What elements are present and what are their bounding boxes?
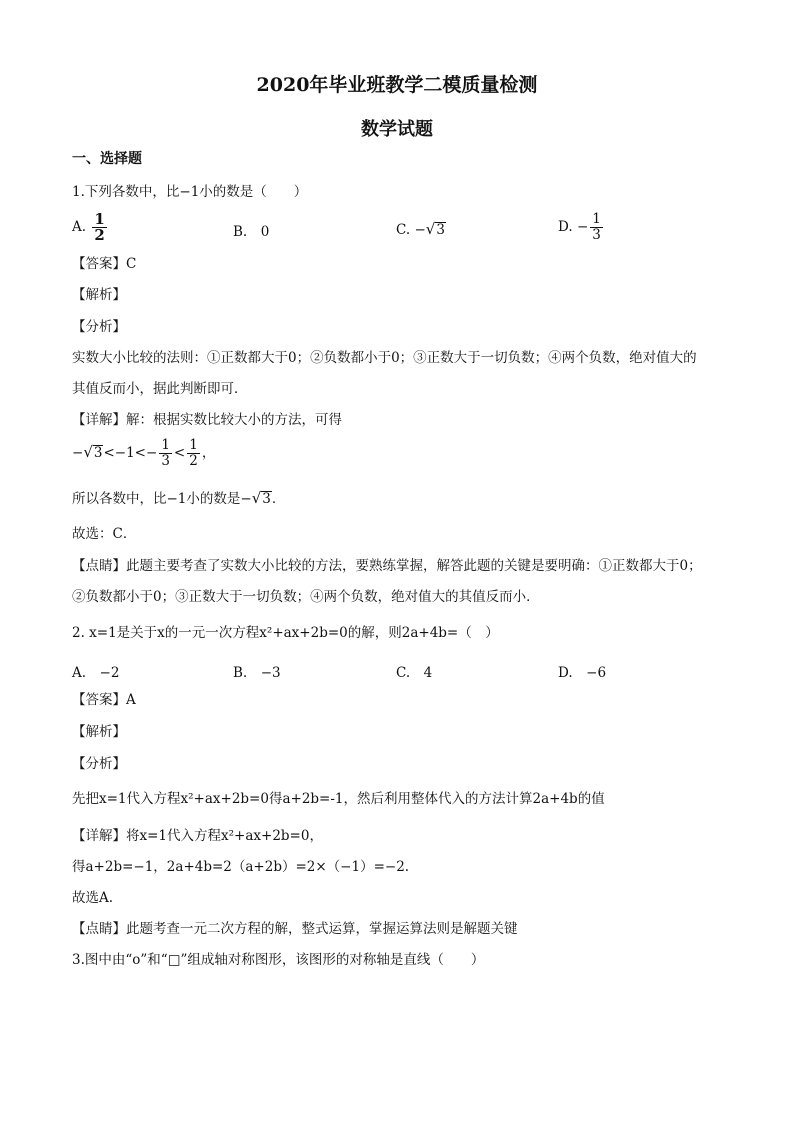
q1-option-a-denominator: 2 (94, 226, 105, 244)
q1-option-b: B. 0 (233, 224, 270, 240)
q1-option-d-numerator: 1 (592, 211, 601, 227)
q1-ineq-end: ， (201, 445, 216, 461)
radical-sign-icon: √ (83, 443, 93, 461)
q2-jiexi: 【解析】 (72, 724, 126, 740)
q1-choose: 故选：C． (72, 526, 137, 542)
q2-choose: 故选A. (72, 890, 114, 906)
q1-option-a-numerator: 1 (94, 210, 105, 228)
q1-stem: 1.下列各数中，比−1小的数是（ ） (72, 184, 308, 200)
q1-option-c-radicand: 3 (436, 222, 445, 238)
q1-analysis-line1: 实数大小比较的法则：①正数都大于0；②负数都小于0；③正数大于一切负数；④两个负数，绝对值大的 (72, 350, 697, 366)
q1-comment-line2: ②负数都小于0；③正数大于一切负数；④两个负数，绝对值大的其值反而小． (72, 589, 540, 605)
q2-answer: 【答案】A (72, 692, 136, 708)
radical-sign-icon: √ (425, 220, 436, 238)
radical-sign-icon: √ (251, 489, 262, 507)
q2-comment: 【点睛】此题考查一元二次方程的解，整式运算，掌握运算法则是解题关键 (72, 921, 518, 937)
q1-option-d-label: D. (558, 219, 573, 235)
q2-option-b: B. −3 (233, 665, 281, 681)
q1-ineq-part-b: <−1<− (103, 445, 158, 461)
q1-analysis-line2: 其值反而小，据此判断即可． (72, 381, 248, 397)
q1-concl-radicand: 3 (262, 491, 271, 507)
q1-option-c-label: C. (396, 222, 411, 238)
section-heading: 一、选择题 (72, 151, 142, 167)
q1-option-a (72, 212, 109, 243)
q1-concl-end: ． (271, 491, 286, 507)
q2-detail-line1: 【详解】将x=1代入方程x²+ax+2b=0， (72, 828, 323, 844)
q3-stem: 3.图中由“o”和“□”组成轴对称图形，该图形的对称轴是直线（ ） (72, 952, 485, 968)
q1-option-d-minus: − (576, 219, 589, 235)
q1-option-d-fraction (590, 212, 603, 243)
q2-option-c: C. 4 (396, 665, 433, 681)
q2-stem: 2. x=1是关于x的一元一次方程x²+ax+2b=0的解，则2a+4b=（ ） (72, 625, 499, 641)
q1-ineq-fraction-1 (159, 438, 172, 469)
q1-ineq-minus: − (72, 445, 84, 461)
page-title: 2020年毕业班教学二模质量检测 (256, 74, 538, 96)
q1-concl-text: 所以各数中，比−1小的数是− (72, 491, 252, 507)
q1-ineq-part-c: < (173, 445, 186, 461)
q2-fenxi: 【分析】 (72, 756, 126, 772)
q1-option-d (558, 212, 605, 243)
q2-option-d: D. −6 (558, 665, 607, 681)
q1-detail: 【详解】解：根据实数比较大小的方法，可得 (72, 412, 342, 428)
q1-ineq-radicand: 3 (93, 445, 103, 461)
q1-inequality (72, 438, 215, 469)
q1-option-d-denominator: 3 (592, 227, 601, 243)
q1-answer: 【答案】C (72, 256, 137, 272)
q1-option-a-label: A. (72, 219, 87, 235)
q1-ineq-den-1: 3 (161, 453, 170, 469)
q1-jiexi: 【解析】 (72, 287, 126, 303)
q2-detail-line2: 得a+2b=−1，2a+4b=2（a+2b）=2×（−1）=−2. (72, 859, 410, 875)
q1-ineq-den-2: 2 (189, 453, 198, 469)
q1-option-c (396, 220, 446, 238)
q2-option-a: A. −2 (72, 665, 120, 681)
q2-analysis: 先把x=1代入方程x²+ax+2b=0得a+2b=-1，然后利用整体代入的方法计算2a+4b的值 (72, 791, 605, 807)
q1-ineq-num-1: 1 (161, 437, 170, 453)
q1-ineq-fraction-2 (187, 438, 200, 469)
q1-fenxi: 【分析】 (72, 319, 126, 335)
q1-option-c-minus: − (414, 222, 426, 238)
q1-option-a-fraction (92, 212, 106, 243)
q1-conclusion (72, 489, 285, 508)
q1-ineq-num-2: 1 (189, 437, 198, 453)
page-subtitle: 数学试题 (361, 119, 433, 140)
q1-comment-line1: 【点睛】此题主要考查了实数大小比较的方法，要熟练掌握，解答此题的关键是要明确：①正数都大于0； (72, 558, 702, 574)
